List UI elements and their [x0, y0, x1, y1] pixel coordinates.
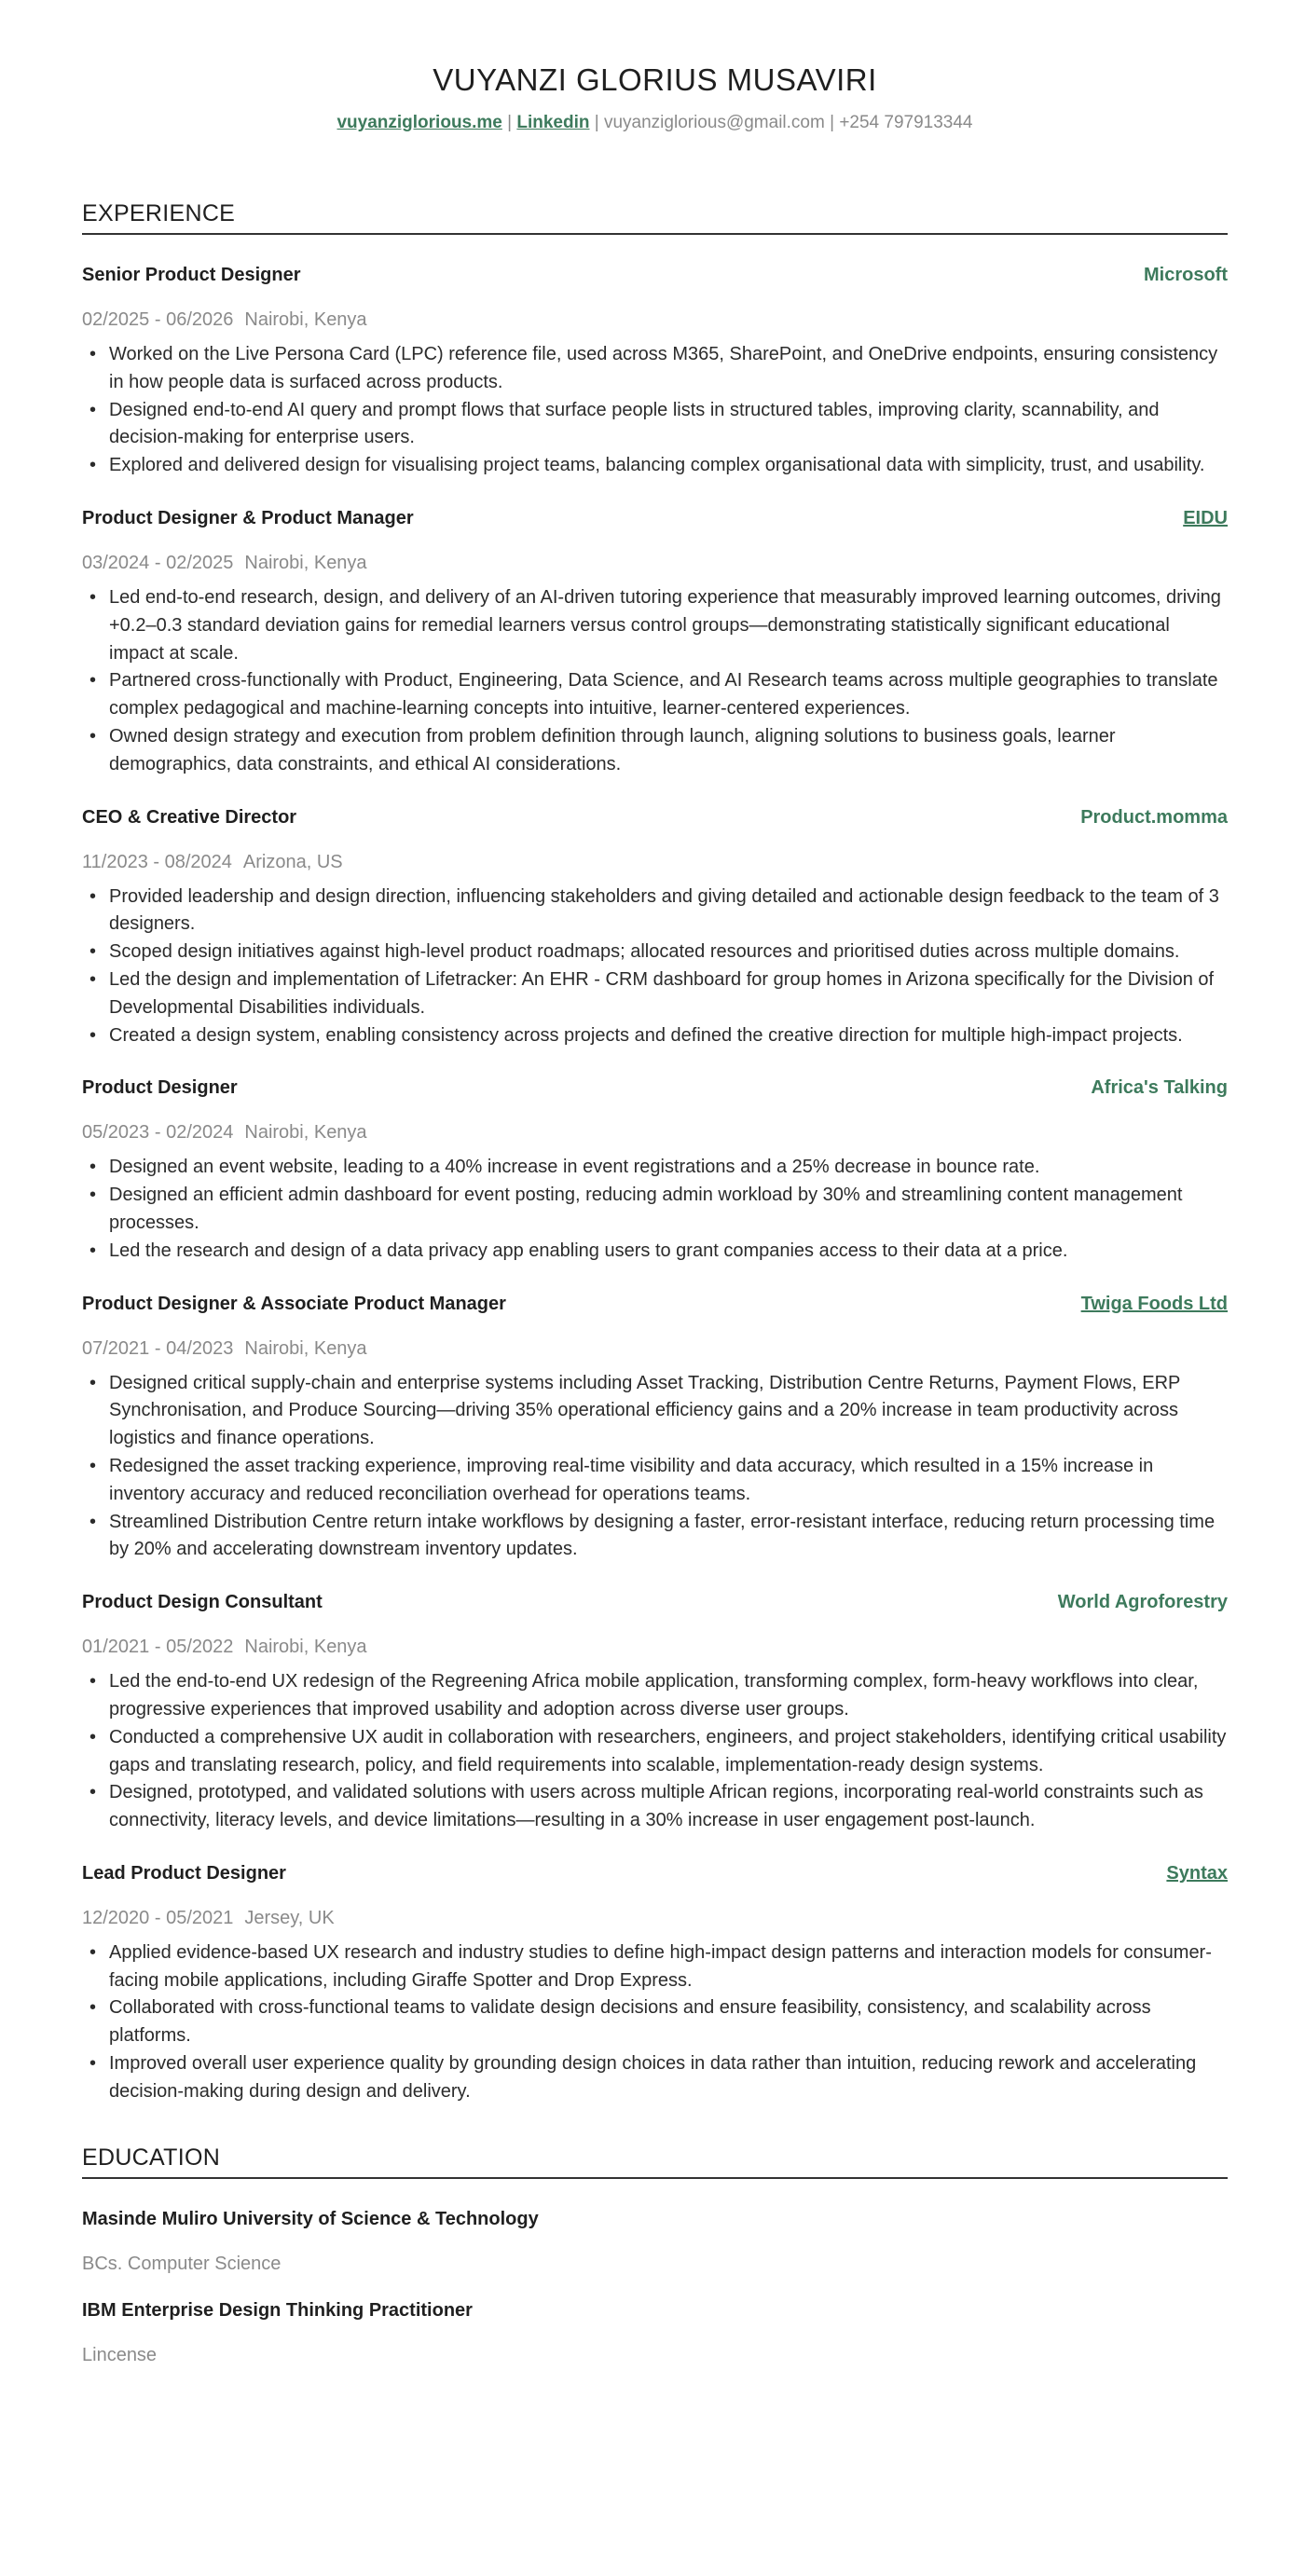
job-bullets: [82, 1939, 1228, 2106]
linkedin-link[interactable]: Linkedin: [516, 113, 590, 132]
job-company-link[interactable]: Africa's Talking: [1091, 1077, 1228, 1099]
job-bullet: • Worked on the Live Persona Card (LPC) reference file, used across M365, SharePoint, and OneDrive endpoints, ensuring consistency in how people data is surfaced across products.: [82, 341, 1228, 397]
job-dates: 07/2021 - 04/2023: [82, 1337, 234, 1359]
job-dates: 02/2025 - 06/2026: [82, 309, 234, 330]
education-list: [82, 2207, 1228, 2367]
phone-text: +254 797913344: [839, 113, 973, 132]
job-company-link[interactable]: EIDU: [1183, 507, 1228, 528]
job-entry: [82, 506, 1228, 779]
job-header: [82, 805, 1228, 829]
resume-header: [82, 0, 1228, 134]
job-role: Product Designer & Associate Product Manager: [82, 1293, 506, 1314]
job-bullets: [82, 1154, 1228, 1265]
job-entry: [82, 1861, 1228, 2106]
job-bullet: • Designed, prototyped, and validated solutions with users across multiple African regions, incorporating real-world constraints such as connectivity, literacy levels, and device limitations—resulting in a 30% increase in user engagement post-launch.: [82, 1779, 1228, 1835]
job-bullet: • Designed end-to-end AI query and prompt flows that surface people lists in structured tables, improving clarity, scannability, and decision-making for enterprise users.: [82, 397, 1228, 453]
job-bullet: • Applied evidence-based UX research and industry studies to define high-impact design patterns and interaction models for consumer-facing mobile applications, including Giraffe Spotter and Drop Express.: [82, 1939, 1228, 1995]
contact-separator: |: [824, 113, 840, 132]
job-header: [82, 506, 1228, 530]
job-location: Nairobi, Kenya: [244, 1337, 367, 1359]
job-location: Arizona, US: [242, 851, 343, 872]
job-bullet: • Led the research and design of a data privacy app enabling users to grant companies access to their data at a price.: [82, 1238, 1228, 1266]
experience-list: [82, 263, 1228, 2106]
job-entry: [82, 1292, 1228, 1565]
job-meta: [82, 551, 1228, 575]
contact-separator: |: [501, 113, 517, 132]
job-company-link[interactable]: Product.momma: [1080, 806, 1228, 828]
job-bullet: • Provided leadership and design direction, influencing stakeholders and giving detailed and actionable design feedback to the team of 3 designers.: [82, 884, 1228, 939]
job-dates: 01/2021 - 05/2022: [82, 1637, 234, 1658]
education-school: Masinde Muliro University of Science & Technology: [82, 2208, 539, 2229]
candidate-name: VUYANZI GLORIUS MUSAVIRI: [433, 62, 877, 97]
job-bullet: • Led end-to-end research, design, and delivery of an AI-driven tutoring experience that measurably improved learning outcomes, driving +0.2–0.3 standard deviation gains for remedial learners versus control groups—demonstrating statistically significant educational impact at scale.: [82, 584, 1228, 667]
job-location: Jersey, UK: [244, 1907, 335, 1928]
email-text: vuyanziglorious@gmail.com: [603, 113, 825, 132]
job-company-link[interactable]: Twiga Foods Ltd: [1080, 1293, 1228, 1314]
job-header: [82, 1292, 1228, 1316]
job-company-link[interactable]: Microsoft: [1144, 265, 1228, 285]
job-bullet: • Designed an event website, leading to a 40% increase in event registrations and a 25% decrease in bounce rate.: [82, 1154, 1228, 1182]
job-bullet: • Led the end-to-end UX redesign of the Regreening Africa mobile application, transforming complex, form-heavy workflows into clear, progressive experiences that improved usability and adoption across diverse user groups.: [82, 1668, 1228, 1724]
job-location: Nairobi, Kenya: [244, 309, 367, 330]
job-dates: 05/2023 - 02/2024: [82, 1122, 234, 1144]
job-role: Product Designer & Product Manager: [82, 507, 414, 528]
resume-page: [82, 0, 1228, 2367]
job-bullets: [82, 1668, 1228, 1835]
job-meta: [82, 1635, 1228, 1659]
job-company-link[interactable]: Syntax: [1166, 1862, 1228, 1884]
job-bullet: • Redesigned the asset tracking experience, improving real-time visibility and data accuracy, which resulted in a 15% increase in inventory accuracy and reduced reconciliation overhead for operations teams.: [82, 1453, 1228, 1509]
experience-heading: EXPERIENCE: [82, 199, 1228, 235]
job-bullet: • Designed critical supply-chain and enterprise systems including Asset Tracking, Distribution Centre Returns, Payment Flows, ERP Synchronisation, and Produce Sourcing—driving 35% operational efficiency gains and a 20% increase in team productivity across logistics and finance operations.: [82, 1370, 1228, 1453]
job-bullet: • Collaborated with cross-functional teams to validate design decisions and ensure feasibility, consistency, and scalability across platforms.: [82, 1994, 1228, 2050]
job-role: Product Designer: [82, 1077, 238, 1099]
job-bullets: [82, 584, 1228, 779]
job-meta: [82, 1120, 1228, 1144]
job-meta: [82, 1906, 1228, 1930]
job-bullet: • Partnered cross-functionally with Product, Engineering, Data Science, and AI Research teams across multiple geographies to translate complex pedagogical and machine-learning concepts into intuitive, learner-centered experiences.: [82, 667, 1228, 723]
contact-line: [82, 112, 1228, 134]
job-location: Nairobi, Kenya: [244, 1122, 367, 1144]
job-meta: [82, 850, 1228, 874]
job-meta: [82, 308, 1228, 332]
job-location: Nairobi, Kenya: [244, 552, 367, 573]
education-school: IBM Enterprise Design Thinking Practitioner: [82, 2299, 473, 2321]
job-dates: 12/2020 - 05/2021: [82, 1907, 234, 1928]
job-entry: [82, 1590, 1228, 1835]
job-role: Lead Product Designer: [82, 1862, 286, 1884]
job-entry: [82, 805, 1228, 1050]
job-header: [82, 1076, 1228, 1100]
job-bullet: • Owned design strategy and execution from problem definition through launch, aligning solutions to business goals, learner demographics, data constraints, and ethical AI considerations.: [82, 723, 1228, 779]
job-role: CEO & Creative Director: [82, 806, 297, 828]
education-entry: [82, 2298, 1228, 2367]
job-entry: [82, 1076, 1228, 1265]
website-link[interactable]: vuyanziglorious.me: [337, 113, 502, 132]
job-bullet: • Improved overall user experience quality by grounding design choices in data rather than intuition, reducing rework and accelerating decision-making during design and delivery.: [82, 2050, 1228, 2106]
job-bullet: • Led the design and implementation of Lifetracker: An EHR - CRM dashboard for group homes in Arizona specifically for the Division of Developmental Disabilities individuals.: [82, 966, 1228, 1022]
job-entry: [82, 263, 1228, 480]
job-role: Senior Product Designer: [82, 265, 301, 285]
job-bullet: • Conducted a comprehensive UX audit in collaboration with researchers, engineers, and project stakeholders, identifying critical usability gaps and translating research, policy, and field requirements into scalable, implementation-ready design systems.: [82, 1724, 1228, 1780]
job-bullet: • Created a design system, enabling consistency across projects and defined the creative direction for multiple high-impact projects.: [82, 1022, 1228, 1050]
job-bullet: • Designed an efficient admin dashboard for event posting, reducing admin workload by 30% and streamlining content management processes.: [82, 1182, 1228, 1238]
education-degree: Lincense: [82, 2344, 158, 2365]
job-bullets: [82, 1370, 1228, 1565]
education-heading: EDUCATION: [82, 2144, 1228, 2179]
job-header: [82, 1861, 1228, 1885]
job-bullets: [82, 341, 1228, 480]
job-bullet: • Streamlined Distribution Centre return intake workflows by designing a faster, error-resistant interface, reducing return processing time by 20% and accelerating downstream inventory updates.: [82, 1509, 1228, 1565]
job-meta: [82, 1336, 1228, 1361]
job-bullets: [82, 884, 1228, 1050]
job-company-link[interactable]: World Agroforestry: [1057, 1592, 1228, 1613]
education-degree: BCs. Computer Science: [82, 2253, 282, 2274]
job-header: [82, 1590, 1228, 1614]
job-bullet: • Scoped design initiatives against high-level product roadmaps; allocated resources and prioritised duties across multiple domains.: [82, 939, 1228, 966]
job-header: [82, 263, 1228, 287]
contact-separator: |: [589, 113, 604, 132]
education-entry: [82, 2207, 1228, 2276]
job-bullet: • Explored and delivered design for visualising project teams, balancing complex organisational data with simplicity, trust, and usability.: [82, 452, 1228, 480]
job-role: Product Design Consultant: [82, 1592, 323, 1613]
job-dates: 11/2023 - 08/2024: [82, 851, 232, 872]
job-location: Nairobi, Kenya: [244, 1637, 367, 1658]
job-dates: 03/2024 - 02/2025: [82, 552, 234, 573]
